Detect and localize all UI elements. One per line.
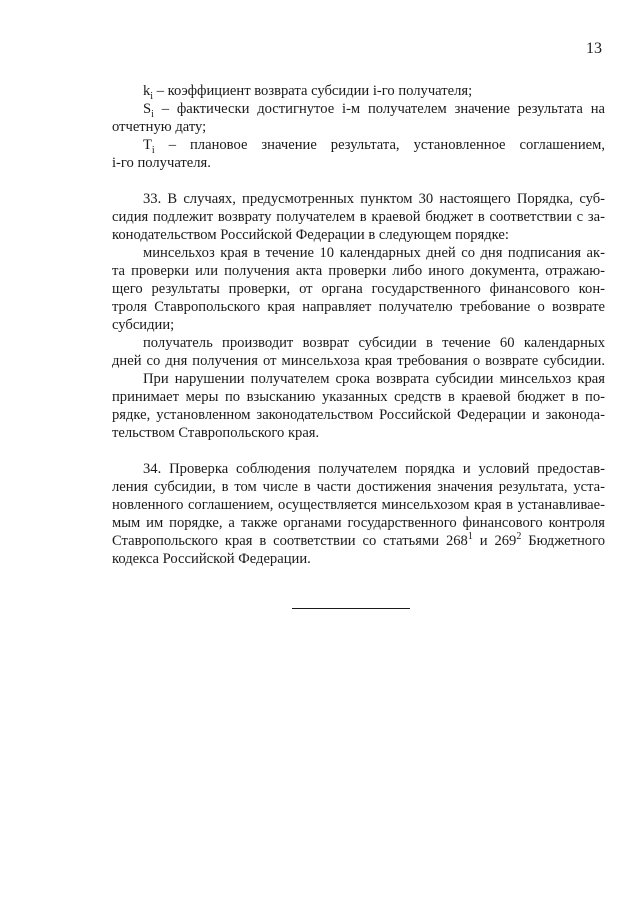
p33-line-3: конодательством Российской Федерации в следующем порядке: <box>112 227 509 243</box>
definition-si <box>143 100 605 118</box>
definition-ki <box>143 82 605 100</box>
p33-line-8: субсидии; <box>112 317 175 333</box>
article-269-superscript: 2 <box>516 531 522 543</box>
article-268-superscript: 1 <box>467 531 473 543</box>
p34-line-2: ления субсидии, в том числе в части достижения значения результата, уста- <box>112 479 605 495</box>
p33-line-10: дней со дня получения от минсельхоза края требования о возврате субсидии. <box>112 353 605 369</box>
p34-line-6: кодекса Российской Федерации. <box>112 551 311 567</box>
si-text: – фактически достигнутое i-м получателем значение результата на <box>153 101 605 117</box>
definition-ti <box>143 136 605 154</box>
closing-rule <box>292 608 410 609</box>
page-number: 13 <box>586 40 602 57</box>
ti-symbol: T <box>143 137 152 153</box>
p33-line-6: щего результаты проверки, от органа государственного финансового кон- <box>112 281 605 297</box>
p34-line-5 <box>112 532 605 550</box>
ki-symbol: k <box>143 83 151 99</box>
p33-line-12: принимает меры по взысканию указанных средств в краевой бюджет в по- <box>112 389 605 405</box>
ti-text: – плановое значение результата, установленное соглашением, <box>154 137 605 153</box>
p33-line-7: троля Ставропольского края направляет получателю требование о возврате <box>112 299 605 315</box>
ki-subscript: i <box>150 90 154 102</box>
p33-line-14: тельством Ставропольского края. <box>112 425 320 441</box>
p33-line-4: минсельхоз края в течение 10 календарных дней со дня подписания ак- <box>143 245 605 261</box>
p34-line-5-a: Ставропольского края в соответствии со статьями 268 <box>112 533 468 549</box>
p34-line-1: 34. Проверка соблюдения получателем порядка и условий предостав- <box>143 461 605 477</box>
ti-subscript: i <box>151 144 155 156</box>
p34-line-5-c: Бюджетного <box>521 533 605 549</box>
p33-line-5: та проверки или получения акта проверки либо иного документа, отражаю- <box>112 263 605 279</box>
p34-line-3: новленного соглашением, осуществляется минсельхозом края в устанавливае- <box>112 497 605 513</box>
p34-line-4: мым им порядке, а также органами государственного финансового контроля <box>112 515 605 531</box>
definition-ti-continued: i-го получателя. <box>112 155 211 171</box>
p33-line-1: 33. В случаях, предусмотренных пунктом 30 настоящего Порядка, суб- <box>143 191 605 207</box>
p33-line-13: рядке, установленном законодательством Российской Федерации и законода- <box>112 407 605 423</box>
p33-line-9: получатель производит возврат субсидии в течение 60 календарных <box>143 335 605 351</box>
si-subscript: i <box>151 108 154 120</box>
p34-line-5-b: и 269 <box>472 533 517 549</box>
p33-line-11: При нарушении получателем срока возврата субсидии минсельхоз края <box>143 371 605 387</box>
p33-line-2: сидия подлежит возврату получателем в краевой бюджет в соответствии с за- <box>112 209 605 225</box>
ki-text: – коэффициент возврата субсидии i-го получателя; <box>153 83 473 99</box>
si-symbol: S <box>143 101 152 117</box>
definition-si-continued: отчетную дату; <box>112 119 207 135</box>
